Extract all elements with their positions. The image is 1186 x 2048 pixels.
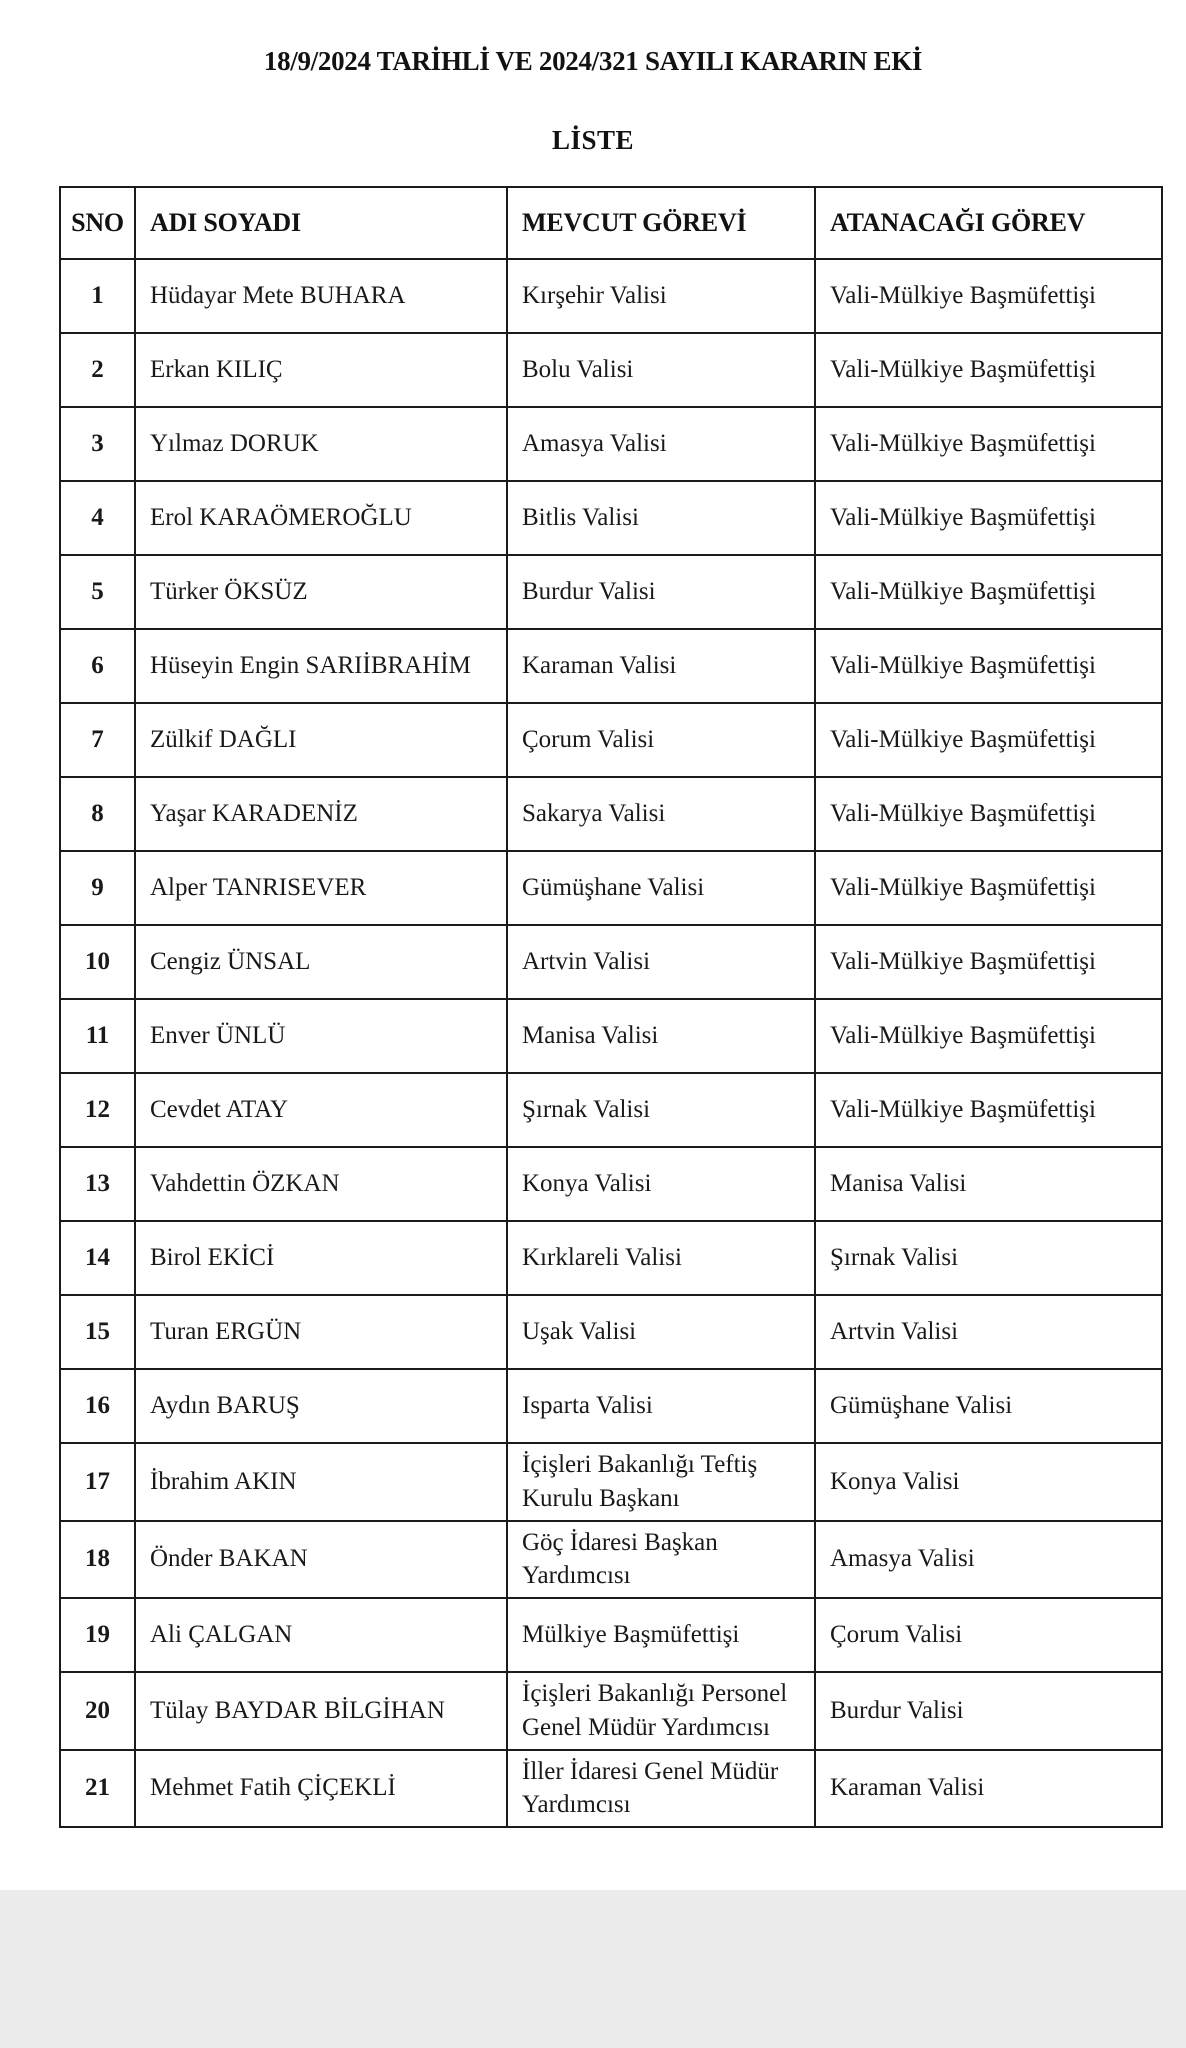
cell-assigned-duty: Manisa Valisi	[815, 1147, 1162, 1221]
cell-sno: 7	[60, 703, 135, 777]
cell-sno: 2	[60, 333, 135, 407]
cell-sno: 12	[60, 1073, 135, 1147]
header-assigned-duty: ATANACAĞI GÖREV	[815, 187, 1162, 259]
cell-current-duty: Bitlis Valisi	[507, 481, 815, 555]
cell-assigned-duty: Vali-Mülkiye Başmüfettişi	[815, 1073, 1162, 1147]
cell-assigned-duty: Vali-Mülkiye Başmüfettişi	[815, 851, 1162, 925]
cell-sno: 10	[60, 925, 135, 999]
table-row	[60, 703, 1162, 777]
cell-assigned-duty: Karaman Valisi	[815, 1750, 1162, 1828]
document-title: 18/9/2024 TARİHLİ VE 2024/321 SAYILI KARARIN EKİ	[263, 46, 923, 76]
cell-name: Erkan KILIÇ	[135, 333, 507, 407]
table-row	[60, 925, 1162, 999]
cell-assigned-duty: Vali-Mülkiye Başmüfettişi	[815, 333, 1162, 407]
cell-current-duty: Isparta Valisi	[507, 1369, 815, 1443]
header-current-duty: MEVCUT GÖREVİ	[507, 187, 815, 259]
screenshot-background-strip	[0, 1890, 1186, 2048]
table-row	[60, 1750, 1162, 1828]
cell-name: Turan ERGÜN	[135, 1295, 507, 1369]
cell-sno: 1	[60, 259, 135, 333]
cell-current-duty: Amasya Valisi	[507, 407, 815, 481]
cell-current-duty: Kırşehir Valisi	[507, 259, 815, 333]
table-row	[60, 1073, 1162, 1147]
cell-current-duty: Artvin Valisi	[507, 925, 815, 999]
table-row	[60, 1295, 1162, 1369]
cell-name: Zülkif DAĞLI	[135, 703, 507, 777]
cell-sno: 3	[60, 407, 135, 481]
table-row	[60, 1147, 1162, 1221]
cell-assigned-duty: Burdur Valisi	[815, 1672, 1162, 1750]
table-row	[60, 1672, 1162, 1750]
cell-sno: 20	[60, 1672, 135, 1750]
cell-current-duty: İller İdaresi Genel Müdür Yardımcısı	[507, 1750, 815, 1828]
table-row	[60, 777, 1162, 851]
cell-assigned-duty: Vali-Mülkiye Başmüfettişi	[815, 703, 1162, 777]
cell-name: Ali ÇALGAN	[135, 1598, 507, 1672]
table-row	[60, 1221, 1162, 1295]
cell-current-duty: Sakarya Valisi	[507, 777, 815, 851]
table-row	[60, 851, 1162, 925]
cell-assigned-duty: Amasya Valisi	[815, 1521, 1162, 1599]
cell-name: Erol KARAÖMEROĞLU	[135, 481, 507, 555]
cell-assigned-duty: Konya Valisi	[815, 1443, 1162, 1521]
cell-current-duty: İçişleri Bakanlığı Teftiş Kurulu Başkanı	[507, 1443, 815, 1521]
cell-current-duty: İçişleri Bakanlığı Personel Genel Müdür Yardımcısı	[507, 1672, 815, 1750]
cell-assigned-duty: Vali-Mülkiye Başmüfettişi	[815, 777, 1162, 851]
cell-current-duty: Mülkiye Başmüfettişi	[507, 1598, 815, 1672]
cell-sno: 21	[60, 1750, 135, 1828]
appointments-table	[59, 186, 1163, 1828]
cell-sno: 6	[60, 629, 135, 703]
cell-name: Yılmaz DORUK	[135, 407, 507, 481]
cell-assigned-duty: Artvin Valisi	[815, 1295, 1162, 1369]
cell-current-duty: Manisa Valisi	[507, 999, 815, 1073]
table-row	[60, 1443, 1162, 1521]
cell-name: Cevdet ATAY	[135, 1073, 507, 1147]
cell-current-duty: Şırnak Valisi	[507, 1073, 815, 1147]
table-row	[60, 407, 1162, 481]
cell-assigned-duty: Vali-Mülkiye Başmüfettişi	[815, 999, 1162, 1073]
cell-current-duty: Burdur Valisi	[507, 555, 815, 629]
table-row	[60, 629, 1162, 703]
list-subtitle: LİSTE	[551, 125, 635, 155]
cell-current-duty: Uşak Valisi	[507, 1295, 815, 1369]
cell-assigned-duty: Vali-Mülkiye Başmüfettişi	[815, 407, 1162, 481]
table-row	[60, 1369, 1162, 1443]
cell-sno: 5	[60, 555, 135, 629]
table-row	[60, 333, 1162, 407]
cell-sno: 11	[60, 999, 135, 1073]
cell-sno: 17	[60, 1443, 135, 1521]
cell-current-duty: Göç İdaresi Başkan Yardımcısı	[507, 1521, 815, 1599]
cell-assigned-duty: Vali-Mülkiye Başmüfettişi	[815, 259, 1162, 333]
table-row	[60, 259, 1162, 333]
cell-current-duty: Gümüşhane Valisi	[507, 851, 815, 925]
header-sno: SNO	[60, 187, 135, 259]
cell-sno: 19	[60, 1598, 135, 1672]
cell-name: Enver ÜNLÜ	[135, 999, 507, 1073]
cell-assigned-duty: Gümüşhane Valisi	[815, 1369, 1162, 1443]
cell-assigned-duty: Vali-Mülkiye Başmüfettişi	[815, 481, 1162, 555]
table-row	[60, 481, 1162, 555]
cell-name: Vahdettin ÖZKAN	[135, 1147, 507, 1221]
cell-assigned-duty: Çorum Valisi	[815, 1598, 1162, 1672]
cell-current-duty: Karaman Valisi	[507, 629, 815, 703]
cell-name: Önder BAKAN	[135, 1521, 507, 1599]
cell-current-duty: Konya Valisi	[507, 1147, 815, 1221]
cell-current-duty: Kırklareli Valisi	[507, 1221, 815, 1295]
cell-name: Mehmet Fatih ÇİÇEKLİ	[135, 1750, 507, 1828]
cell-name: Cengiz ÜNSAL	[135, 925, 507, 999]
cell-name: Alper TANRISEVER	[135, 851, 507, 925]
cell-assigned-duty: Vali-Mülkiye Başmüfettişi	[815, 629, 1162, 703]
table-row	[60, 1598, 1162, 1672]
cell-name: Türker ÖKSÜZ	[135, 555, 507, 629]
table-row	[60, 1521, 1162, 1599]
cell-assigned-duty: Şırnak Valisi	[815, 1221, 1162, 1295]
cell-assigned-duty: Vali-Mülkiye Başmüfettişi	[815, 925, 1162, 999]
cell-current-duty: Bolu Valisi	[507, 333, 815, 407]
cell-sno: 8	[60, 777, 135, 851]
header-name: ADI SOYADI	[135, 187, 507, 259]
cell-name: İbrahim AKIN	[135, 1443, 507, 1521]
table-row	[60, 555, 1162, 629]
cell-name: Hüseyin Engin SARIİBRAHİM	[135, 629, 507, 703]
table-row	[60, 999, 1162, 1073]
cell-name: Aydın BARUŞ	[135, 1369, 507, 1443]
cell-sno: 18	[60, 1521, 135, 1599]
cell-name: Tülay BAYDAR BİLGİHAN	[135, 1672, 507, 1750]
cell-current-duty: Çorum Valisi	[507, 703, 815, 777]
cell-sno: 14	[60, 1221, 135, 1295]
cell-sno: 4	[60, 481, 135, 555]
cell-name: Hüdayar Mete BUHARA	[135, 259, 507, 333]
cell-sno: 9	[60, 851, 135, 925]
cell-name: Yaşar KARADENİZ	[135, 777, 507, 851]
cell-sno: 16	[60, 1369, 135, 1443]
cell-sno: 15	[60, 1295, 135, 1369]
cell-name: Birol EKİCİ	[135, 1221, 507, 1295]
cell-sno: 13	[60, 1147, 135, 1221]
table-header-row	[60, 187, 1162, 259]
cell-assigned-duty: Vali-Mülkiye Başmüfettişi	[815, 555, 1162, 629]
